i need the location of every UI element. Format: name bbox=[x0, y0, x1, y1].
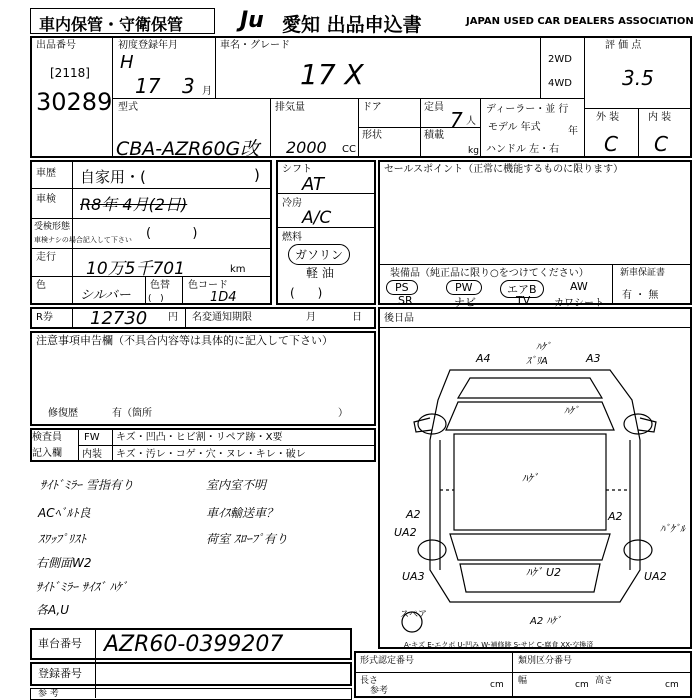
damage-mark: ﾊｹﾞ bbox=[564, 406, 579, 417]
damage-mark: A4 bbox=[476, 352, 491, 365]
equipment-tv: TV bbox=[516, 294, 531, 307]
model-cert-label: 形式認定番号 bbox=[360, 656, 415, 666]
registration-year: 17 bbox=[135, 74, 161, 98]
recycle-label: R券 bbox=[36, 312, 53, 323]
damage-mark: A2 bbox=[608, 510, 623, 523]
displacement-label: 排気量 bbox=[275, 102, 305, 113]
damage-mark: ﾊｹﾞ bbox=[536, 342, 551, 353]
deadline-label: 名変通知期限 bbox=[192, 312, 252, 323]
type-label: 型式 bbox=[118, 102, 138, 113]
color-code-label: 色コード bbox=[188, 280, 228, 291]
color-change-paren: ( ) bbox=[148, 294, 164, 304]
equipment-navi: ナビ bbox=[454, 296, 476, 309]
type-value: CBA-AZR60G改 bbox=[116, 138, 260, 160]
equipment-airbag: エアB bbox=[500, 280, 544, 298]
capacity-unit: 人 bbox=[466, 116, 476, 127]
receiver-paren: ( ) bbox=[146, 226, 198, 241]
color-value: シルバー bbox=[80, 288, 131, 303]
displacement-value: 2000 bbox=[286, 138, 327, 157]
ju-logo: Ju bbox=[240, 8, 264, 33]
year-unit: 年 bbox=[568, 126, 578, 137]
mileage-unit: km bbox=[230, 264, 246, 275]
warranty-label: 新車保証書 bbox=[620, 268, 666, 278]
form-title: 愛知 出品申込書 bbox=[282, 14, 422, 36]
history-paren-close: ) bbox=[254, 166, 260, 184]
entry-label: 記入欄 bbox=[32, 448, 62, 459]
load-label: 積載 bbox=[424, 130, 444, 141]
storage-label: 車内保管・守衛保管 bbox=[39, 15, 184, 34]
grade-int-label: 内 装 bbox=[648, 112, 672, 123]
chassis-label: 車台番号 bbox=[38, 637, 82, 650]
note-line: 室内室不明 bbox=[206, 478, 267, 492]
regno-label: 登録番号 bbox=[38, 667, 82, 680]
color-code-value: 1D4 bbox=[210, 290, 237, 305]
equipment-ps: PS bbox=[386, 280, 418, 295]
equipment-seat: カワシート bbox=[554, 298, 604, 309]
color-change-label: 色替 bbox=[150, 280, 170, 291]
width-label: 幅 bbox=[518, 676, 528, 686]
lot-label: 出品番号 bbox=[36, 40, 76, 51]
equipment-aw: AW bbox=[570, 280, 588, 293]
spare-label: スペア bbox=[400, 610, 428, 620]
equipment-pw: PW bbox=[446, 280, 482, 295]
dealer-label: ディーラー・並 行 bbox=[486, 104, 569, 115]
equipment-sr: SR bbox=[398, 294, 413, 307]
note-line: ｻｲﾄﾞﾐﾗｰ ｻｲｽﾞ ﾊｹﾞ bbox=[36, 580, 128, 594]
note-line: 車ｲｽ輸送車？ bbox=[206, 506, 279, 520]
height-label: 高さ bbox=[595, 676, 614, 686]
fw-label: FW bbox=[84, 432, 100, 443]
lot-bracket-number: [2118] bbox=[50, 66, 90, 80]
chassis-value: AZR60-0399207 bbox=[104, 632, 284, 657]
note-line: ACﾍﾞﾙﾄ良 bbox=[38, 506, 91, 520]
model-label: 車名・グレード bbox=[220, 40, 290, 51]
drive-2wd: 2WD bbox=[548, 54, 572, 65]
note-line: 各A,U bbox=[36, 603, 70, 617]
sales-point-label: セールスポイント（正常に機能するものに限ります） bbox=[384, 164, 624, 175]
registration-month-unit: 月 bbox=[202, 86, 212, 97]
model-year-label: モデル 年式 bbox=[488, 122, 541, 133]
inspection-label: 車検 bbox=[36, 194, 56, 205]
repair-close: ） bbox=[338, 408, 348, 419]
ref-label: 参 考 bbox=[38, 689, 59, 699]
repair-label: 修復歴 bbox=[48, 408, 78, 419]
drive-4wd: 4WD bbox=[548, 78, 572, 89]
lot-number: 30289 bbox=[36, 88, 113, 116]
notes-label: 注意事項申告欄（不具合内容等は具体的に記入して下さい） bbox=[36, 334, 333, 347]
grade-score: 3.5 bbox=[622, 66, 654, 90]
receiver-note: 車検ナシの場合記入して下さい bbox=[34, 236, 132, 244]
registration-label: 初度登録年月 bbox=[118, 40, 178, 51]
note-line: ｻｲﾄﾞﾐﾗｰ 雪指有り bbox=[40, 478, 134, 492]
recycle-unit: 円 bbox=[168, 312, 178, 323]
mileage-label: 走行 bbox=[36, 252, 56, 263]
kg-unit: kg bbox=[468, 146, 479, 156]
interior-label: 内装 bbox=[82, 449, 102, 460]
ac-label: 冷房 bbox=[282, 198, 302, 209]
registration-month: 3 bbox=[182, 74, 195, 98]
deadline-day: 日 bbox=[352, 312, 362, 323]
grade-ext-value: C bbox=[604, 132, 618, 156]
width-cm: cm bbox=[575, 680, 589, 690]
fuel-value: ガソリン bbox=[288, 244, 350, 265]
cc-unit: CC bbox=[342, 144, 356, 155]
damage-legend: A-キズ E-エクボ U-凹み W-補修跡 S-サビ C-腐食 XX-交換済 bbox=[404, 641, 594, 649]
car-diagram bbox=[380, 340, 690, 640]
inspection-value: R8年 4月(2日) bbox=[80, 195, 188, 214]
note-line: 右側面W2 bbox=[36, 556, 92, 570]
history-value: 自家用・( bbox=[80, 168, 146, 186]
history-label: 車歴 bbox=[36, 168, 56, 179]
damage-mark: ﾊﾞｹﾞﾙ bbox=[660, 524, 685, 535]
registration-era: H bbox=[120, 52, 134, 73]
back-damage-label: 後日品 bbox=[384, 313, 414, 324]
color-label: 色 bbox=[36, 280, 46, 291]
model-value: 17 X bbox=[300, 58, 364, 91]
height-cm: cm bbox=[665, 680, 679, 690]
fuel-alt: 軽 油 bbox=[306, 266, 334, 280]
grade-label: 評 価 点 bbox=[605, 40, 642, 51]
damage-mark: ﾊｹﾞ U2 bbox=[526, 566, 562, 579]
damage-mark: UA2 bbox=[644, 570, 667, 583]
fuel-label: 燃料 bbox=[282, 232, 302, 243]
door-label: ドア bbox=[362, 102, 382, 113]
damage-mark: A3 bbox=[586, 352, 601, 365]
length-cm: cm bbox=[490, 680, 504, 690]
capacity-label: 定員 bbox=[424, 102, 444, 113]
handle-label: ハンドル 左・右 bbox=[486, 144, 560, 155]
ac-value: A/C bbox=[302, 208, 332, 228]
warranty-value: 有 ・ 無 bbox=[622, 290, 659, 301]
interior-items: キズ・汚レ・コゲ・穴・ヌレ・キレ・破レ bbox=[116, 449, 306, 460]
damage-mark: ｽﾞﾘA bbox=[526, 356, 548, 367]
shift-value: AT bbox=[302, 174, 324, 195]
ref-small-label: 参考 bbox=[370, 686, 389, 696]
capacity-value: 7 bbox=[450, 108, 463, 132]
receiver-label: 受検形態 bbox=[34, 222, 71, 232]
mileage-value: 10万5千701 bbox=[86, 259, 185, 279]
damage-mark: UA3 bbox=[402, 570, 425, 583]
note-line: 荷室 ｽﾛｰﾌﾟ有り bbox=[206, 532, 288, 546]
damage-mark: A2 ﾊｹﾞ bbox=[530, 616, 562, 627]
fuel-paren: ( ) bbox=[290, 286, 323, 300]
length-label: 長さ bbox=[360, 676, 379, 686]
note-line: ｽﾜｯﾌﾟﾘｽﾄ bbox=[38, 532, 87, 546]
repair-value: 有（箇所 bbox=[112, 408, 152, 419]
grade-ext-label: 外 装 bbox=[596, 112, 620, 123]
damage-mark: A2 bbox=[406, 508, 421, 521]
recycle-value: 12730 bbox=[90, 308, 148, 329]
damage-mark: UA2 bbox=[394, 526, 417, 539]
deadline-month: 月 bbox=[306, 312, 316, 323]
damage-mark: ﾊｹﾞ bbox=[522, 472, 539, 485]
ref-row bbox=[30, 688, 352, 700]
storage-label-box bbox=[30, 8, 215, 34]
shift-label: シフト bbox=[282, 164, 312, 175]
inspector-label: 検査員 bbox=[32, 432, 62, 443]
fw-items: キズ・凹凸・ヒビ割・リペア跡・X要 bbox=[116, 432, 283, 443]
equipment-label: 装備品（純正品に限り○をつけてください） bbox=[390, 268, 589, 279]
category-label: 類別区分番号 bbox=[518, 656, 573, 666]
association-name: JAPAN USED CAR DEALERS ASSOCIATION bbox=[466, 16, 694, 27]
grade-int-value: C bbox=[654, 132, 668, 156]
shape-label: 形状 bbox=[362, 130, 382, 141]
